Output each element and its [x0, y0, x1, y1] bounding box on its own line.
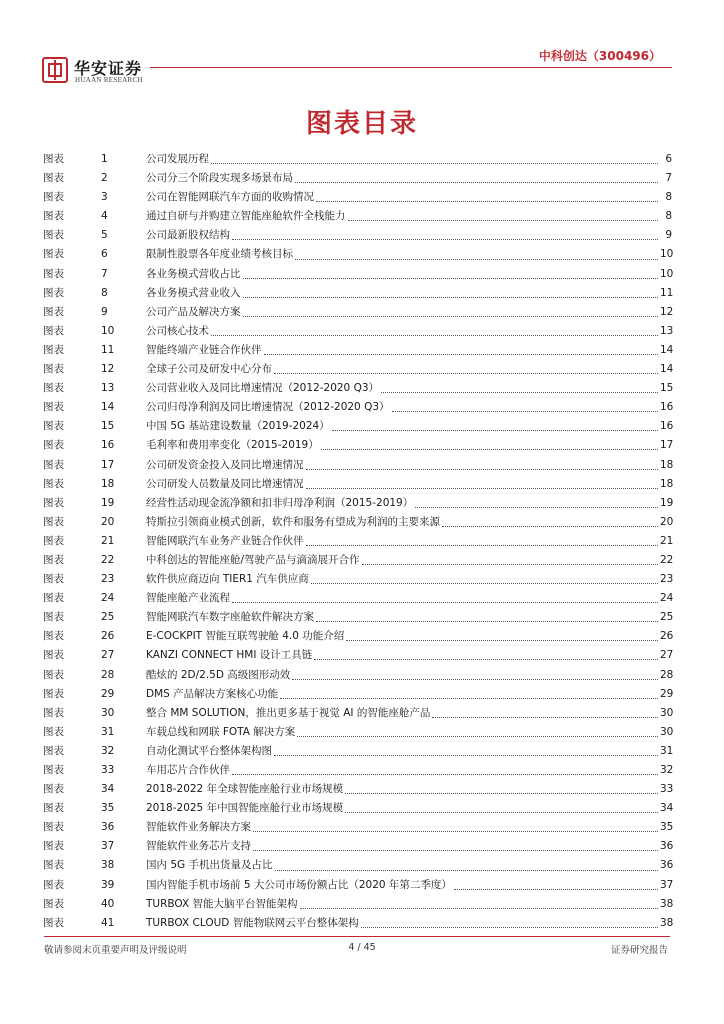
toc-entry-number: 31	[101, 725, 115, 738]
toc-entry-page: 17	[660, 439, 674, 452]
toc-entry-page: 8	[665, 191, 672, 204]
toc-entry-leader	[275, 870, 659, 871]
toc-entry-page: 16	[660, 420, 674, 433]
toc-entry-leader	[300, 908, 658, 909]
toc-entry-page: 12	[660, 305, 674, 318]
toc-entry-title: 公司归母净利润及同比增速情况（2012-2020 Q3）	[146, 401, 390, 414]
toc-entry-page: 22	[660, 553, 674, 566]
toc-entry-label: 图表	[43, 687, 64, 700]
toc-entry-page: 6	[665, 153, 672, 165]
toc-entry-title: 限制性股票各年度业绩考核目标	[146, 248, 293, 261]
toc-entry[interactable]	[43, 150, 672, 169]
toc-entry-page: 24	[660, 592, 674, 605]
toc-entry-page: 9	[665, 229, 672, 242]
toc-entry-label: 图表	[43, 191, 64, 204]
toc-entry-title: 智能网联汽车业务产业链合作伙伴	[146, 534, 304, 547]
toc-entry-title: 公司发展历程	[146, 153, 209, 165]
toc-entry-number: 18	[101, 477, 115, 490]
toc-entry[interactable]	[43, 685, 672, 704]
toc-entry-title: 各业务模式营收占比	[146, 267, 241, 280]
toc-entry-leader	[361, 927, 658, 928]
toc-entry-number: 6	[101, 248, 108, 261]
toc-entry-leader	[314, 659, 658, 660]
toc-entry-leader	[392, 411, 658, 412]
toc-entry-number: 14	[101, 401, 115, 414]
toc-entry-page: 29	[660, 687, 674, 700]
toc-entry-number: 19	[101, 496, 115, 509]
toc-entry[interactable]	[43, 761, 672, 780]
toc-entry[interactable]	[43, 513, 672, 532]
toc-entry-leader	[295, 182, 658, 183]
toc-entry-leader	[311, 583, 658, 584]
toc-entry-label: 图表	[43, 744, 64, 757]
toc-entry-title: 公司研发人员数量及同比增速情况	[146, 477, 304, 490]
header-divider	[150, 67, 672, 68]
toc-entry-label: 图表	[43, 267, 64, 280]
toc-entry-page: 25	[660, 611, 674, 624]
toc-entry-number: 13	[101, 382, 115, 395]
toc-entry-page: 13	[660, 324, 674, 337]
toc-entry-title: 公司核心技术	[146, 324, 209, 337]
toc-entry[interactable]	[43, 723, 672, 742]
toc-entry-leader	[253, 831, 658, 832]
toc-entry[interactable]	[43, 837, 672, 856]
toc-entry-label: 图表	[43, 592, 64, 605]
toc-entry-page: 18	[660, 458, 674, 471]
toc-entry-page: 7	[665, 172, 672, 185]
toc-entry-leader	[442, 526, 658, 527]
toc-entry-page: 8	[665, 210, 672, 223]
toc-entry[interactable]	[43, 475, 672, 494]
brand-name-en: HUAAN RESEARCH	[75, 76, 143, 84]
toc-entry-title: 智能软件业务解决方案	[146, 821, 251, 834]
toc-entry-number: 15	[101, 420, 115, 433]
figure-toc-list	[43, 150, 672, 933]
toc-entry-title: 公司营业收入及同比增速情况（2012-2020 Q3）	[146, 382, 380, 395]
toc-entry[interactable]	[43, 627, 672, 646]
toc-entry[interactable]	[43, 379, 672, 398]
toc-entry-title: 自动化测试平台整体架构图	[146, 744, 272, 757]
toc-entry-number: 11	[101, 343, 115, 356]
toc-entry-number: 37	[101, 840, 115, 853]
toc-entry-label: 图表	[43, 229, 64, 242]
toc-entry-title: 通过自研与并购建立智能座舱软件全栈能力	[146, 210, 346, 223]
toc-entry-page: 27	[660, 649, 674, 662]
toc-entry-number: 34	[101, 783, 115, 796]
toc-entry[interactable]	[43, 303, 672, 322]
toc-entry-leader	[211, 335, 658, 336]
toc-entry-leader	[295, 259, 658, 260]
toc-entry-title: 2018-2025 年中国智能座舱行业市场规模	[146, 802, 344, 815]
toc-entry-number: 26	[101, 630, 115, 643]
toc-entry[interactable]	[43, 360, 672, 379]
toc-entry-number: 29	[101, 687, 115, 700]
toc-entry-page: 32	[660, 764, 674, 776]
toc-entry-label: 图表	[43, 363, 64, 376]
toc-entry-label: 图表	[43, 248, 64, 261]
toc-entry[interactable]	[43, 417, 672, 436]
toc-entry-label: 图表	[43, 916, 64, 929]
toc-entry-page: 14	[660, 343, 674, 356]
toc-entry-page: 37	[660, 878, 674, 891]
toc-entry-number: 2	[101, 172, 108, 185]
toc-entry-page: 23	[660, 573, 674, 586]
toc-entry-number: 21	[101, 534, 115, 547]
toc-entry[interactable]	[43, 188, 672, 207]
toc-entry-label: 图表	[43, 783, 64, 796]
toc-entry-leader	[274, 755, 658, 756]
toc-entry-page: 31	[660, 744, 674, 757]
toc-entry[interactable]	[43, 914, 672, 933]
toc-entry-number: 10	[101, 324, 115, 337]
toc-entry-leader	[362, 564, 658, 565]
toc-entry[interactable]	[43, 284, 672, 303]
toc-entry-label: 图表	[43, 649, 64, 662]
toc-entry-leader	[232, 774, 658, 775]
toc-entry-label: 图表	[43, 382, 64, 395]
toc-entry-leader	[243, 278, 659, 279]
toc-entry-number: 20	[101, 515, 115, 528]
toc-entry-number: 40	[101, 897, 115, 910]
toc-entry-number: 36	[101, 821, 115, 834]
toc-entry-page: 34	[660, 802, 674, 815]
toc-entry-label: 图表	[43, 630, 64, 643]
toc-entry-number: 7	[101, 267, 108, 280]
toc-entry-number: 39	[101, 878, 115, 891]
toc-entry-number: 25	[101, 611, 115, 624]
toc-entry-page: 21	[660, 534, 674, 547]
toc-entry-number: 22	[101, 553, 115, 566]
toc-entry[interactable]	[43, 856, 672, 875]
toc-entry[interactable]	[43, 265, 672, 284]
toc-entry-label: 图表	[43, 821, 64, 834]
toc-entry-page: 33	[660, 783, 674, 796]
toc-entry-page: 35	[660, 821, 674, 834]
toc-entry-title: DMS 产品解决方案核心功能	[146, 687, 279, 700]
toc-entry-leader	[345, 793, 658, 794]
toc-entry-title: 公司分三个阶段实现多场景布局	[146, 172, 293, 185]
toc-entry-leader	[348, 220, 659, 221]
toc-entry-number: 8	[101, 286, 108, 299]
toc-entry-page: 20	[660, 515, 674, 528]
toc-entry-label: 图表	[43, 706, 64, 719]
toc-entry-title: 中国 5G 基站建设数量（2019-2024）	[146, 420, 330, 433]
toc-entry-leader	[243, 316, 659, 317]
toc-entry-title: TURBOX 智能大脑平台智能架构	[146, 897, 298, 910]
toc-entry-number: 16	[101, 439, 115, 452]
toc-entry[interactable]	[43, 207, 672, 226]
footer-page-indicator: 4 / 45	[348, 942, 376, 953]
toc-entry-page: 30	[660, 725, 674, 738]
toc-entry-label: 图表	[43, 210, 64, 223]
toc-entry-label: 图表	[43, 878, 64, 891]
toc-entry-number: 41	[101, 916, 115, 929]
toc-entry-leader	[306, 545, 659, 546]
toc-entry-leader	[232, 239, 658, 240]
toc-entry-page: 36	[660, 840, 674, 853]
brand-logo-icon	[42, 57, 68, 83]
toc-entry-number: 32	[101, 744, 115, 757]
toc-entry-leader	[321, 449, 658, 450]
toc-entry[interactable]	[43, 456, 672, 475]
toc-entry-leader	[264, 354, 659, 355]
toc-entry-leader	[332, 430, 658, 431]
toc-entry[interactable]	[43, 532, 672, 551]
toc-entry-title: 车用芯片合作伙伴	[146, 764, 230, 776]
toc-entry-label: 图表	[43, 343, 64, 356]
toc-entry-label: 图表	[43, 401, 64, 414]
toc-entry-title: 公司产品及解决方案	[146, 305, 241, 318]
toc-entry[interactable]	[43, 742, 672, 761]
toc-entry-leader	[346, 640, 658, 641]
toc-entry-title: 中科创达的智能座舱/驾驶产品与滴滴展开合作	[146, 553, 360, 566]
toc-entry-number: 1	[101, 153, 108, 165]
toc-entry-leader	[211, 163, 658, 164]
toc-entry[interactable]	[43, 589, 672, 608]
toc-entry[interactable]	[43, 704, 672, 723]
footer-doc-type: 证券研究报告	[610, 945, 668, 956]
toc-entry-leader	[306, 488, 659, 489]
toc-entry-leader	[232, 602, 658, 603]
toc-entry-leader	[415, 507, 658, 508]
toc-entry[interactable]	[43, 666, 672, 685]
header-company: 中科创达（300496）	[538, 49, 661, 63]
toc-entry-title: 智能网联汽车数字座舱软件解决方案	[146, 611, 314, 624]
toc-entry-title: 公司研发资金投入及同比增速情况	[146, 458, 304, 471]
toc-entry-number: 28	[101, 668, 115, 681]
toc-entry-label: 图表	[43, 153, 64, 165]
toc-entry-page: 11	[660, 286, 674, 299]
footer-disclaimer: 敬请参阅末页重要声明及评级说明	[44, 945, 187, 956]
toc-entry-number: 12	[101, 363, 115, 376]
toc-entry-title: 软件供应商迈向 TIER1 汽车供应商	[146, 573, 309, 586]
toc-entry[interactable]	[43, 895, 672, 914]
footer-divider	[44, 936, 670, 937]
toc-entry-page: 38	[660, 916, 674, 929]
toc-entry-page: 30	[660, 706, 674, 719]
toc-entry-page: 14	[660, 363, 674, 376]
toc-entry-label: 图表	[43, 764, 64, 776]
toc-entry-title: 酷炫的 2D/2.5D 高级图形动效	[146, 668, 291, 681]
toc-entry-page: 10	[660, 248, 674, 261]
toc-entry-label: 图表	[43, 439, 64, 452]
toc-entry-title: 国内 5G 手机出货量及占比	[146, 859, 273, 872]
toc-entry-leader	[243, 297, 659, 298]
toc-entry-leader	[345, 812, 658, 813]
toc-entry-page: 10	[660, 267, 674, 280]
toc-entry-leader	[274, 373, 658, 374]
toc-entry-label: 图表	[43, 668, 64, 681]
toc-entry-leader	[253, 850, 658, 851]
toc-entry-leader	[297, 736, 658, 737]
toc-entry[interactable]	[43, 245, 672, 264]
toc-entry-label: 图表	[43, 553, 64, 566]
toc-entry-title: TURBOX CLOUD 智能物联网云平台整体架构	[146, 916, 359, 929]
page-title: 图表目录	[305, 109, 418, 139]
toc-entry[interactable]	[43, 608, 672, 627]
toc-entry-label: 图表	[43, 477, 64, 490]
toc-entry[interactable]	[43, 169, 672, 188]
toc-entry-title: 全球子公司及研发中心分布	[146, 363, 272, 376]
toc-entry-title: 智能座舱产业流程	[146, 592, 230, 605]
toc-entry-page: 19	[660, 496, 674, 509]
toc-entry-title: 2018-2022 年全球智能座舱行业市场规模	[146, 783, 344, 796]
toc-entry-label: 图表	[43, 534, 64, 547]
toc-entry-leader	[381, 392, 658, 393]
toc-entry-title: 智能软件业务芯片支持	[146, 840, 251, 853]
toc-entry-page: 38	[660, 897, 674, 910]
toc-entry-label: 图表	[43, 611, 64, 624]
toc-entry-label: 图表	[43, 802, 64, 815]
toc-entry-label: 图表	[43, 840, 64, 853]
toc-entry-title: 特斯拉引领商业模式创新，软件和服务有望成为利润的主要来源	[146, 515, 440, 528]
toc-entry-title: 各业务模式营业收入	[146, 286, 241, 299]
toc-entry-leader	[454, 889, 658, 890]
toc-entry[interactable]	[43, 322, 672, 341]
toc-entry-page: 28	[660, 668, 674, 681]
toc-entry[interactable]	[43, 780, 672, 799]
toc-entry[interactable]	[43, 436, 672, 455]
toc-entry-title: KANZI CONNECT HMI 设计工具链	[146, 649, 313, 662]
toc-entry[interactable]	[43, 551, 672, 570]
toc-entry-label: 图表	[43, 420, 64, 433]
toc-entry-label: 图表	[43, 286, 64, 299]
toc-entry-number: 5	[101, 229, 108, 242]
toc-entry-number: 3	[101, 191, 108, 204]
toc-entry[interactable]	[43, 341, 672, 360]
toc-entry-title: 经营性活动现金流净额和扣非归母净利润（2015-2019）	[146, 496, 414, 509]
toc-entry-number: 24	[101, 592, 115, 605]
toc-entry-title: 毛利率和费用率变化（2015-2019）	[146, 439, 319, 452]
toc-entry-title: 智能终端产业链合作伙伴	[146, 343, 262, 356]
toc-entry[interactable]	[43, 876, 672, 895]
toc-entry-title: 公司在智能网联汽车方面的收购情况	[146, 191, 314, 204]
toc-entry[interactable]	[43, 818, 672, 837]
toc-entry-number: 35	[101, 802, 115, 815]
toc-entry-label: 图表	[43, 496, 64, 509]
toc-entry-page: 15	[660, 382, 674, 395]
toc-entry-label: 图表	[43, 897, 64, 910]
toc-entry-page: 36	[660, 859, 674, 872]
toc-entry[interactable]	[43, 570, 672, 589]
toc-entry-title: E-COCKPIT 智能互联驾驶舱 4.0 功能介绍	[146, 630, 345, 643]
toc-entry-leader	[280, 698, 658, 699]
toc-entry-number: 23	[101, 573, 115, 586]
toc-entry-label: 图表	[43, 458, 64, 471]
toc-entry[interactable]	[43, 494, 672, 513]
toc-entry-leader	[432, 717, 658, 718]
toc-entry-label: 图表	[43, 172, 64, 185]
toc-entry-number: 30	[101, 706, 115, 719]
toc-entry[interactable]	[43, 398, 672, 417]
toc-entry-leader	[292, 679, 658, 680]
toc-entry-leader	[316, 621, 658, 622]
toc-entry-title: 国内智能手机市场前 5 大公司市场份额占比（2020 年第二季度）	[146, 878, 452, 891]
toc-entry[interactable]	[43, 799, 672, 818]
toc-entry-title: 公司最新股权结构	[146, 229, 230, 242]
toc-entry-label: 图表	[43, 515, 64, 528]
toc-entry-page: 16	[660, 401, 674, 414]
toc-entry-page: 18	[660, 477, 674, 490]
brand-name-cn: 华安证券	[74, 59, 143, 78]
toc-entry[interactable]	[43, 646, 672, 665]
toc-entry-label: 图表	[43, 859, 64, 872]
toc-entry-number: 38	[101, 859, 115, 872]
toc-entry-page: 26	[660, 630, 674, 643]
toc-entry-number: 27	[101, 649, 115, 662]
toc-entry-label: 图表	[43, 305, 64, 318]
toc-entry-label: 图表	[43, 573, 64, 586]
toc-entry-number: 4	[101, 210, 108, 223]
toc-entry-label: 图表	[43, 324, 64, 337]
toc-entry-leader	[316, 201, 658, 202]
toc-entry-number: 17	[101, 458, 115, 471]
toc-entry[interactable]	[43, 226, 672, 245]
toc-entry-number: 9	[101, 305, 108, 318]
toc-entry-number: 33	[101, 764, 115, 776]
toc-entry-title: 车载总线和网联 FOTA 解决方案	[146, 725, 296, 738]
toc-entry-title: 整合 MM SOLUTION，推出更多基于视觉 AI 的智能座舱产品	[146, 706, 431, 719]
toc-entry-label: 图表	[43, 725, 64, 738]
toc-entry-leader	[306, 469, 659, 470]
